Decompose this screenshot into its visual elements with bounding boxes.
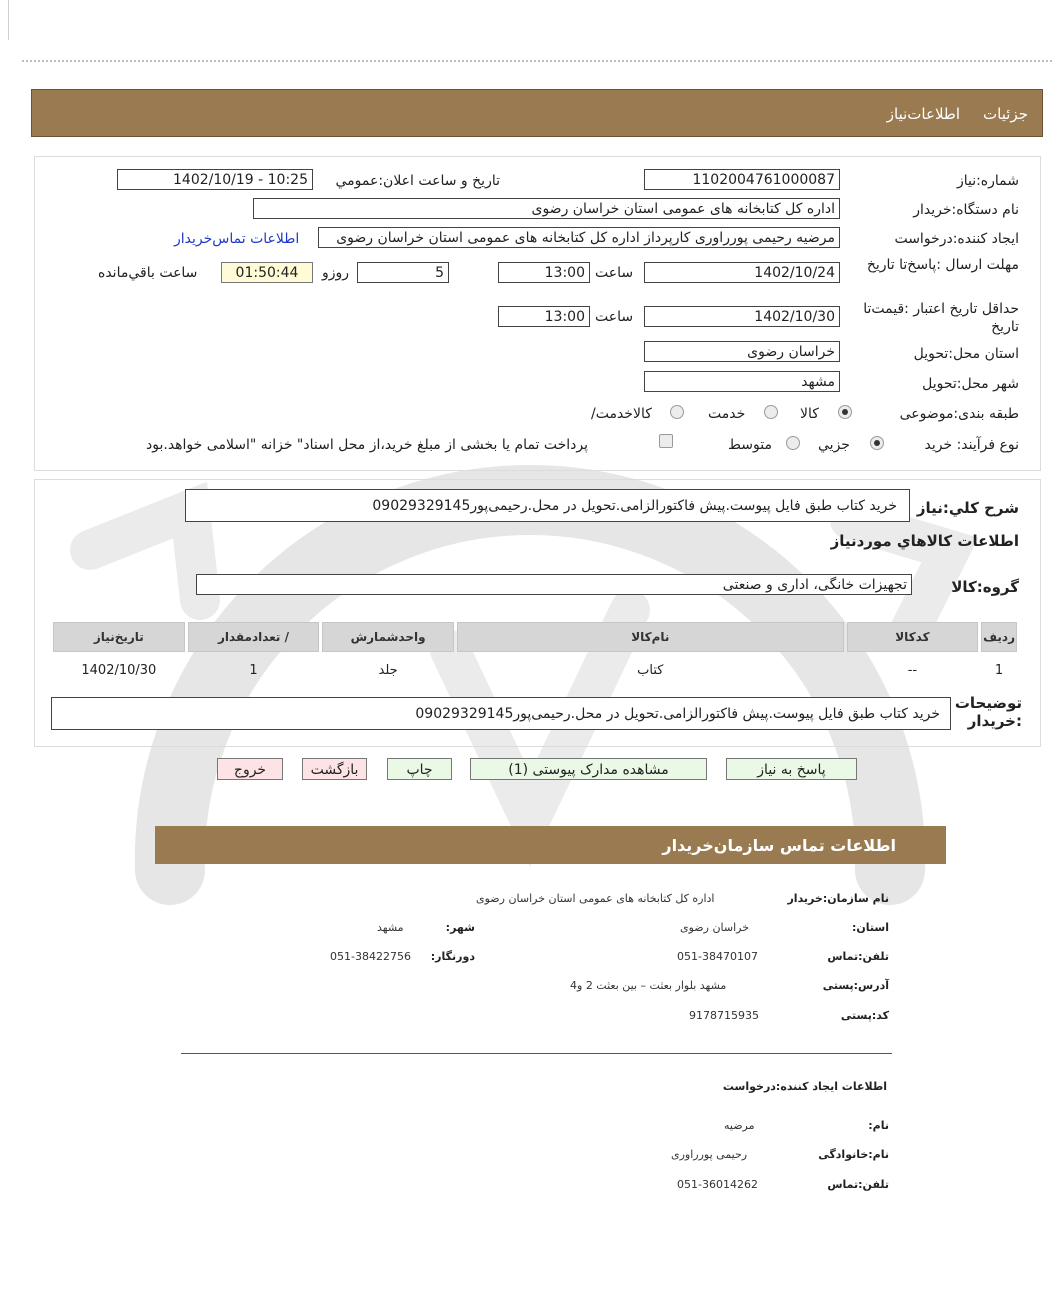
creator-field: مرضیه رحیمی پورراوری کارپرداز اداره کل کتابخانه های عمومی استان خراسان رضوی xyxy=(318,227,840,248)
goods-info-heading: اطلاعات کالاهاي موردنياز xyxy=(830,532,1019,550)
price-time-field: 13:00 xyxy=(498,306,590,327)
category-label: طبقه بندی:موضوعی xyxy=(899,406,1019,422)
col-goods-code: کدکالا xyxy=(847,622,978,652)
buyer-contact-title: اطلاعات تماس سازمان‌خريدار xyxy=(662,836,896,855)
process-minor-radio[interactable] xyxy=(870,436,884,450)
buyer-contact-link[interactable]: اطلاعات تماس‌خريدار xyxy=(174,231,300,247)
creator-label: ايجاد کننده:درخواست xyxy=(894,231,1019,247)
table-row xyxy=(53,655,1017,685)
contact-divider xyxy=(181,1053,892,1054)
price-validity-label: حداقل تاريخ اعتبار :قيمت‌تا تاريخ xyxy=(863,301,1019,335)
col-row-number: رديف xyxy=(981,622,1017,652)
view-attachments-button[interactable]: مشاهده مدارک پيوستی (1) xyxy=(470,758,707,780)
need-number-label: شماره:نیاز xyxy=(956,173,1019,189)
contact-postal-value: 9178715935 xyxy=(689,1009,759,1022)
contact-city-label: شهر: xyxy=(445,921,475,934)
creator-phone-value: 051-36014262 xyxy=(677,1178,758,1191)
col-quantity: / تعدادمقدار xyxy=(188,622,320,652)
cell-goods-code: -- xyxy=(907,662,918,678)
cell-quantity: 1 xyxy=(249,662,258,678)
creator-first-name-label: نام: xyxy=(868,1119,889,1132)
cell-row-number: 1 xyxy=(994,662,1004,678)
process-minor-label: جزيي xyxy=(818,437,850,453)
category-service-radio[interactable] xyxy=(764,405,778,419)
contact-province-value: خراسان رضوی xyxy=(680,921,750,934)
category-goods-radio[interactable] xyxy=(838,405,852,419)
goods-table xyxy=(50,619,1020,688)
city-field: مشهد xyxy=(644,371,840,392)
top-dotted-separator xyxy=(22,60,1052,62)
contact-fax-value: 051-38422756 xyxy=(330,950,411,963)
header-title: اطلاعات‌نیاز xyxy=(886,105,960,123)
contact-city-value: مشهد xyxy=(377,921,404,934)
province-label: استان محل:تحويل xyxy=(913,346,1019,362)
buyer-org-field: اداره کل کتابخانه های عمومی استان خراسان رضوی xyxy=(253,198,840,219)
creator-last-name-value: رحیمی پورراوری xyxy=(671,1148,748,1161)
header-details-tab[interactable]: جزئیات xyxy=(983,105,1028,123)
announce-date-field: 1402/10/19 - 10:25 xyxy=(117,169,313,190)
buyer-notes-field: خرید کتاب طبق فایل پیوست.پیش فاکتورالزامی.تحویل در محل.رحیمی‌پور09029329145 xyxy=(51,697,951,730)
creator-last-name-label: نام:خانوادگی xyxy=(818,1148,889,1161)
category-goods-service-radio[interactable] xyxy=(670,405,684,419)
buyer-contact-header xyxy=(155,826,946,864)
print-button[interactable]: چاپ xyxy=(387,758,452,780)
general-description-label: شرح کلي:نياز xyxy=(916,499,1019,517)
col-goods-name: نام‌کالا xyxy=(457,622,844,652)
city-label: شهر محل:تحويل xyxy=(922,376,1019,392)
announce-date-label: تاريخ و ساعت اعلان:عمومي xyxy=(335,173,500,189)
process-medium-radio[interactable] xyxy=(786,436,800,450)
buyer-notes-label: توضيحات :خريدار xyxy=(954,694,1022,730)
back-button[interactable]: بازگشت xyxy=(302,758,367,780)
contact-fax-label: دورنگار: xyxy=(430,950,475,963)
reply-time-label: ساعت xyxy=(595,265,634,281)
reply-date-field: 1402/10/24 xyxy=(644,262,840,283)
contact-address-label: آدرس:پستی xyxy=(822,979,889,992)
province-field: خراسان رضوی xyxy=(644,341,840,362)
days-field: 5 xyxy=(357,262,449,283)
category-service-label: خدمت xyxy=(708,406,746,422)
reply-to-need-button[interactable]: پاسخ به نياز xyxy=(726,758,857,780)
treasury-payment-checkbox[interactable] xyxy=(659,434,673,448)
creator-first-name-value: مرضیه xyxy=(724,1119,755,1132)
exit-button[interactable]: خروج xyxy=(217,758,283,780)
price-date-field: 1402/10/30 xyxy=(644,306,840,327)
general-description-field: خرید کتاب طبق فایل پیوست.پیش فاکتورالزامی.تحویل در محل.رحیمی‌پور09029329145 xyxy=(185,489,910,522)
process-type-label: نوع فرآيند: خريد xyxy=(924,437,1019,453)
cell-unit: جلد xyxy=(378,662,398,678)
cell-need-date: 1402/10/30 xyxy=(81,662,157,678)
contact-province-label: استان: xyxy=(852,921,889,934)
contact-phone-label: تلفن:تماس xyxy=(827,950,889,963)
col-unit: واحدشمارش xyxy=(322,622,454,652)
buyer-org-label: نام دستگاه:خريدار xyxy=(913,202,1019,218)
reply-deadline-label: مهلت ارسال :پاسخ‌تا تاريخ xyxy=(866,257,1019,273)
goods-table-header xyxy=(53,622,1017,652)
goods-group-field: تجهيزات خانگی، اداری و صنعتی xyxy=(196,574,912,595)
contact-phone-value: 051-38470107 xyxy=(677,950,758,963)
creator-info-heading: اطلاعات ايجاد کننده:درخواست xyxy=(722,1080,887,1093)
cell-goods-name: کتاب xyxy=(637,662,664,678)
need-number-field: 1102004761000087 xyxy=(644,169,840,190)
price-time-label: ساعت xyxy=(595,309,634,325)
treasury-payment-note: پرداخت تمام يا بخشی از مبلغ خريد،از محل اسناد" خزانه "اسلامی خواهد.بود xyxy=(146,437,589,453)
reply-time-field: 13:00 xyxy=(498,262,590,283)
goods-group-label: گروه:کالا xyxy=(951,578,1019,596)
category-goods-label: کالا xyxy=(800,406,819,422)
page-edge-line xyxy=(8,0,9,40)
contact-org-value: اداره کل کتابخانه های عمومی استان خراسان رضوی xyxy=(476,892,715,905)
remaining-time-label: ساعت باقي‌مانده xyxy=(98,265,198,281)
category-goods-service-label: کالاخدمت/ xyxy=(591,406,652,422)
creator-phone-label: تلفن:تماس xyxy=(827,1178,889,1191)
days-label: روزو xyxy=(322,265,350,281)
remaining-time-field: 01:50:44 xyxy=(221,262,313,283)
contact-org-label: نام سازمان:خريدار xyxy=(787,892,889,905)
needs-info-header xyxy=(31,89,1043,137)
col-need-date: تاريخ‌نياز xyxy=(53,622,185,652)
contact-postal-label: کد:پستی xyxy=(840,1009,889,1022)
process-medium-label: متوسط xyxy=(728,437,772,453)
contact-address-value: مشهد بلوار بعثت – بین بعثت 2 و4 xyxy=(570,979,727,992)
